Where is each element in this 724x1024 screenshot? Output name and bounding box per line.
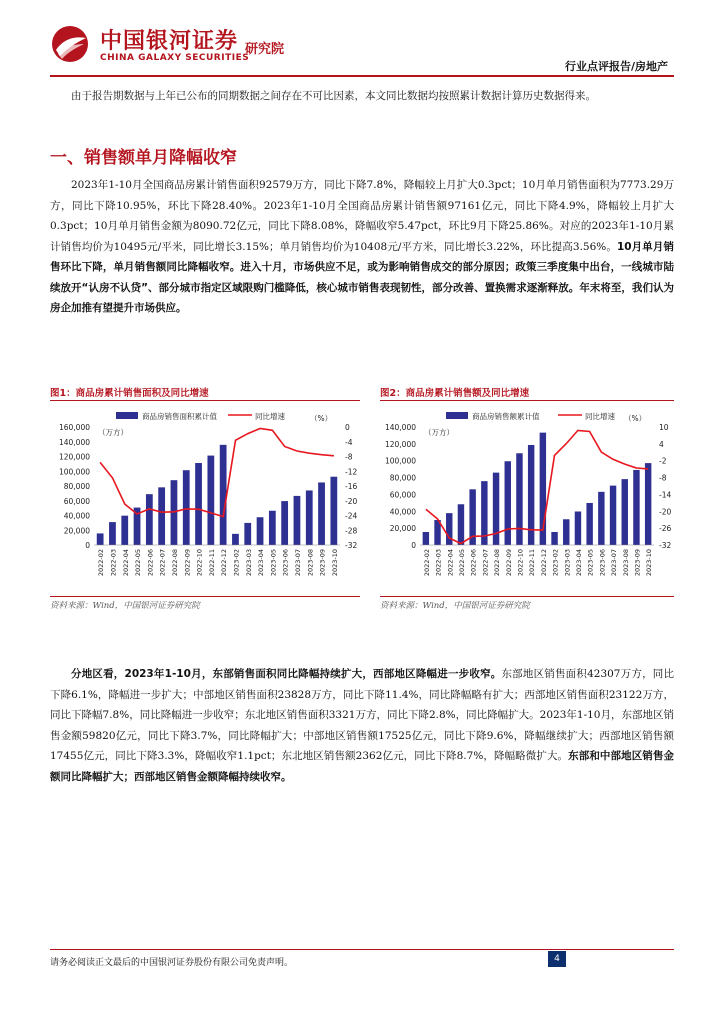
chart-bar	[633, 470, 639, 545]
x-axis-tick-label: 2023-09	[318, 549, 327, 577]
galaxy-logo-icon	[50, 24, 90, 64]
legend-line-label: 同比增速	[255, 412, 285, 421]
left-axis-tick-label: 120,000	[384, 439, 416, 449]
left-axis-tick-label: 160,000	[58, 423, 90, 432]
chart-bar	[610, 486, 616, 545]
legend-bar-label: 商品房销售面积累计值	[142, 412, 217, 421]
chart-bar	[232, 534, 239, 545]
chart-bar	[294, 496, 301, 545]
chart-bar	[598, 492, 604, 545]
x-axis-tick-label: 2022-06	[469, 549, 478, 577]
right-axis-tick-label: -12	[345, 467, 358, 477]
left-axis-tick-label: 80,000	[63, 482, 90, 491]
x-axis-tick-label: 2022-09	[183, 549, 192, 577]
chart-bar	[146, 494, 153, 545]
section-title: 一、销售额单月降幅收窄	[50, 148, 237, 168]
chart-bar	[97, 533, 104, 545]
paragraph-text: 2023年1-10月全国商品房累计销售面积92579万方，同比下降7.8%，降幅较上月扩大0.3pct；10月单月销售面积为7773.29万方，同比下降10.95%，环比下降28.40%。2023年1-10月全国商品房累计销售额97161亿元，同比下降4.9%，降幅较上月扩大0.3pct；10月单月销售金额为8090.72亿元，同比下降8.08%，降幅收窄5.47pct，环比9月下降25.86%。对应的2023年1-10月累计销售均价为10495元/平米，同比增长3.15%；单月销售均价为10408元/平方米，同比增长3.22%，环比提高3.56%。	[50, 179, 674, 253]
right-axis-tick-label: -8	[659, 473, 667, 483]
left-axis-tick-label: 40,000	[63, 511, 90, 521]
right-axis-tick-label: -32	[659, 541, 672, 550]
chart-bar	[257, 517, 264, 545]
x-axis-tick-label: 2023-10	[330, 549, 339, 577]
x-axis-tick-label: 2023-03	[563, 549, 572, 577]
chart-bar	[505, 461, 511, 545]
x-axis-tick-label: 2023-10	[645, 549, 654, 577]
right-axis-tick-label: -28	[345, 526, 358, 536]
x-axis-tick-label: 2022-11	[528, 549, 537, 577]
chart-bar	[563, 519, 569, 545]
figure-1-source: 资料来源：Wind，中国银河证券研究院	[50, 601, 200, 611]
x-axis-tick-label: 2023-07	[610, 549, 619, 577]
chart-bar	[281, 501, 288, 545]
x-axis-tick-label: 2022-08	[170, 549, 179, 577]
left-axis-unit: （万方）	[424, 428, 454, 437]
figure-2-chart	[380, 403, 674, 595]
left-axis-tick-label: 60,000	[389, 490, 416, 500]
legend-bar-swatch	[446, 412, 468, 419]
x-axis-tick-label: 2022-04	[446, 549, 455, 577]
header-divider	[50, 75, 674, 77]
x-axis-tick-label: 2023-08	[306, 549, 315, 577]
footer-divider	[50, 949, 674, 950]
figure-2-title: 图2：商品房累计销售额及同比增速	[380, 388, 530, 399]
x-axis-tick-label: 2022-11	[207, 549, 216, 577]
x-axis-tick-label: 2023-06	[281, 549, 290, 577]
x-axis-tick-label: 2022-03	[434, 549, 443, 577]
chart-bar	[622, 479, 628, 545]
x-axis-tick-label: 2022-03	[109, 549, 118, 577]
right-axis-unit: （%）	[310, 414, 333, 423]
right-axis-tick-label: 0	[345, 423, 350, 432]
intro-paragraph: 由于报告期数据与上年已公布的同期数据之间存在不可比因素，本文同比数据均按照累计数据计算历史数据得来。	[71, 90, 596, 102]
body-paragraph-1	[50, 175, 674, 319]
left-axis-tick-label: 60,000	[63, 496, 90, 506]
x-axis-tick-label: 2022-10	[516, 549, 525, 577]
figure-1-title: 图1：商品房累计销售面积及同比增速	[50, 388, 209, 399]
chart-bar	[330, 477, 337, 545]
report-type: 行业点评报告/房地产	[564, 60, 668, 73]
footer-disclaimer: 请务必阅读正文最后的中国银河证券股份有限公司免责声明。	[50, 958, 294, 968]
left-axis-tick-label: 140,000	[58, 437, 90, 447]
x-axis-tick-label: 2023-07	[293, 549, 302, 577]
x-axis-tick-label: 2023-02	[232, 549, 241, 577]
left-axis-unit: （万方）	[98, 428, 128, 437]
chart-bar	[318, 482, 325, 545]
paragraph-text: 东部地区销售面积42307万方，同比下降6.1%，降幅进一步扩大；中部地区销售面积23828万方，同比下降11.4%，同比降幅略有扩大；西部地区销售面积23122万方，同比下降幅7.8%，同比降幅进一步收窄；东北地区销售面积3321万方，同比下降2.8%，同比降幅扩大。2023年1-10月，东部地区销售金额59820亿元，同比下降3.7%，同比降幅扩大；中部地区销售额17525亿元，同比下降9.6%，降幅继续扩大；西部地区销售额17455亿元，同比下降3.3%，降幅收窄1.1pct；东北地区销售额2362亿元，同比下降8.7%，降幅略微扩大。	[50, 668, 674, 762]
figure-2-rule	[380, 400, 674, 401]
right-axis-tick-label: -16	[345, 482, 358, 491]
x-axis-tick-label: 2023-05	[586, 549, 595, 577]
right-axis-tick-label: -24	[345, 511, 358, 521]
right-axis-tick-label: 10	[659, 423, 669, 432]
left-axis-tick-label: 20,000	[63, 526, 90, 536]
figure-1-bottom-rule	[50, 596, 360, 597]
x-axis-tick-label: 2022-02	[97, 549, 106, 577]
x-axis-tick-label: 2022-09	[504, 549, 513, 577]
body-paragraph-2	[50, 664, 674, 787]
x-axis-tick-label: 2022-12	[539, 549, 548, 577]
figure-2-bottom-rule	[380, 596, 674, 597]
chart-bar	[586, 503, 592, 545]
chart-bar	[220, 445, 227, 545]
right-axis-tick-label: -4	[345, 437, 353, 447]
right-axis-tick-label: -26	[659, 524, 672, 534]
chart-bar	[207, 456, 214, 545]
right-axis-tick-label: -20	[345, 496, 358, 506]
chart-bar	[269, 511, 276, 545]
x-axis-tick-label: 2022-05	[457, 549, 466, 577]
paragraph-emphasis: 东部和中部地区销售金额同比降幅扩大；西部地区销售金额降幅持续收窄。	[50, 750, 674, 783]
right-axis-tick-label: -32	[345, 541, 358, 550]
x-axis-tick-label: 2022-02	[422, 549, 431, 577]
left-axis-tick-label: 120,000	[58, 452, 90, 462]
chart-bar	[645, 463, 651, 545]
x-axis-tick-label: 2023-02	[551, 549, 560, 577]
x-axis-tick-label: 2022-06	[146, 549, 155, 577]
x-axis-tick-label: 2023-04	[257, 549, 266, 577]
x-axis-tick-label: 2023-05	[269, 549, 278, 577]
x-axis-tick-label: 2022-08	[493, 549, 502, 577]
x-axis-tick-label: 2022-04	[121, 549, 130, 577]
legend-line-label: 同比增速	[585, 412, 615, 421]
chart-bar	[158, 487, 165, 545]
left-axis-tick-label: 40,000	[389, 507, 416, 517]
chart-bar	[458, 504, 464, 545]
x-axis-tick-label: 2022-12	[220, 549, 229, 577]
left-axis-tick-label: 100,000	[384, 456, 416, 466]
x-axis-tick-label: 2023-03	[244, 549, 253, 577]
chart-bar	[423, 532, 429, 545]
right-axis-unit: （%）	[624, 414, 647, 423]
x-axis-tick-label: 2023-08	[621, 549, 630, 577]
chart-bar	[121, 516, 128, 545]
left-axis-tick-label: 80,000	[389, 473, 416, 483]
brand-name-cn: 中国银河证券	[100, 29, 239, 54]
chart-bar	[306, 490, 313, 545]
chart-bar	[195, 463, 202, 545]
page-number: 4	[548, 951, 566, 967]
chart-bar	[109, 522, 116, 545]
legend-bar-swatch	[116, 412, 138, 419]
paragraph-emphasis: 10月单月销售环比下降，单月销售额同比降幅收窄。进入十月，市场供应不足，或为影响销售成交的部分原因；政策三季度集中出台，一线城市陆续放开“认房不认贷”、部分城市指定区域限购门槛降低，核心城市销售表现韧性，部分改善、置换需求逐渐释放。年末将至，我们认为房企加推有望提升市场供应。	[50, 240, 674, 314]
chart-bar	[446, 513, 452, 545]
institute-label: 研究院	[245, 42, 285, 57]
legend-bar-label: 商品房销售额累计值	[472, 412, 540, 421]
x-axis-tick-label: 2022-07	[158, 549, 167, 577]
x-axis-tick-label: 2022-07	[481, 549, 490, 577]
left-axis-tick-label: 0	[411, 541, 416, 550]
left-axis-tick-label: 20,000	[389, 524, 416, 534]
chart-bar	[244, 523, 251, 545]
right-axis-tick-label: 4	[659, 439, 664, 449]
right-axis-tick-label: -14	[659, 490, 672, 500]
paragraph-emphasis: 分地区看，2023年1-10月，东部销售面积同比降幅持续扩大，西部地区降幅进一步收窄。	[71, 668, 502, 680]
figure-2-source: 资料来源：Wind，中国银河证券研究院	[380, 601, 530, 611]
chart-bar	[183, 470, 190, 545]
x-axis-tick-label: 2023-06	[598, 549, 607, 577]
chart-bar	[575, 511, 581, 545]
left-axis-tick-label: 100,000	[58, 467, 90, 477]
left-axis-tick-label: 140,000	[384, 423, 416, 432]
x-axis-tick-label: 2023-04	[574, 549, 583, 577]
right-axis-tick-label: -2	[659, 456, 667, 466]
chart-bar	[516, 453, 522, 545]
left-axis-tick-label: 0	[85, 541, 90, 550]
right-axis-tick-label: -8	[345, 452, 353, 462]
figure-1-rule	[50, 400, 360, 401]
right-axis-tick-label: -20	[659, 507, 672, 517]
x-axis-tick-label: 2022-10	[195, 549, 204, 577]
x-axis-tick-label: 2023-09	[633, 549, 642, 577]
brand-name-en: CHINA GALAXY SECURITIES	[100, 53, 250, 63]
x-axis-tick-label: 2022-05	[134, 549, 143, 577]
figure-1-chart	[50, 403, 360, 595]
chart-bar	[551, 532, 557, 545]
